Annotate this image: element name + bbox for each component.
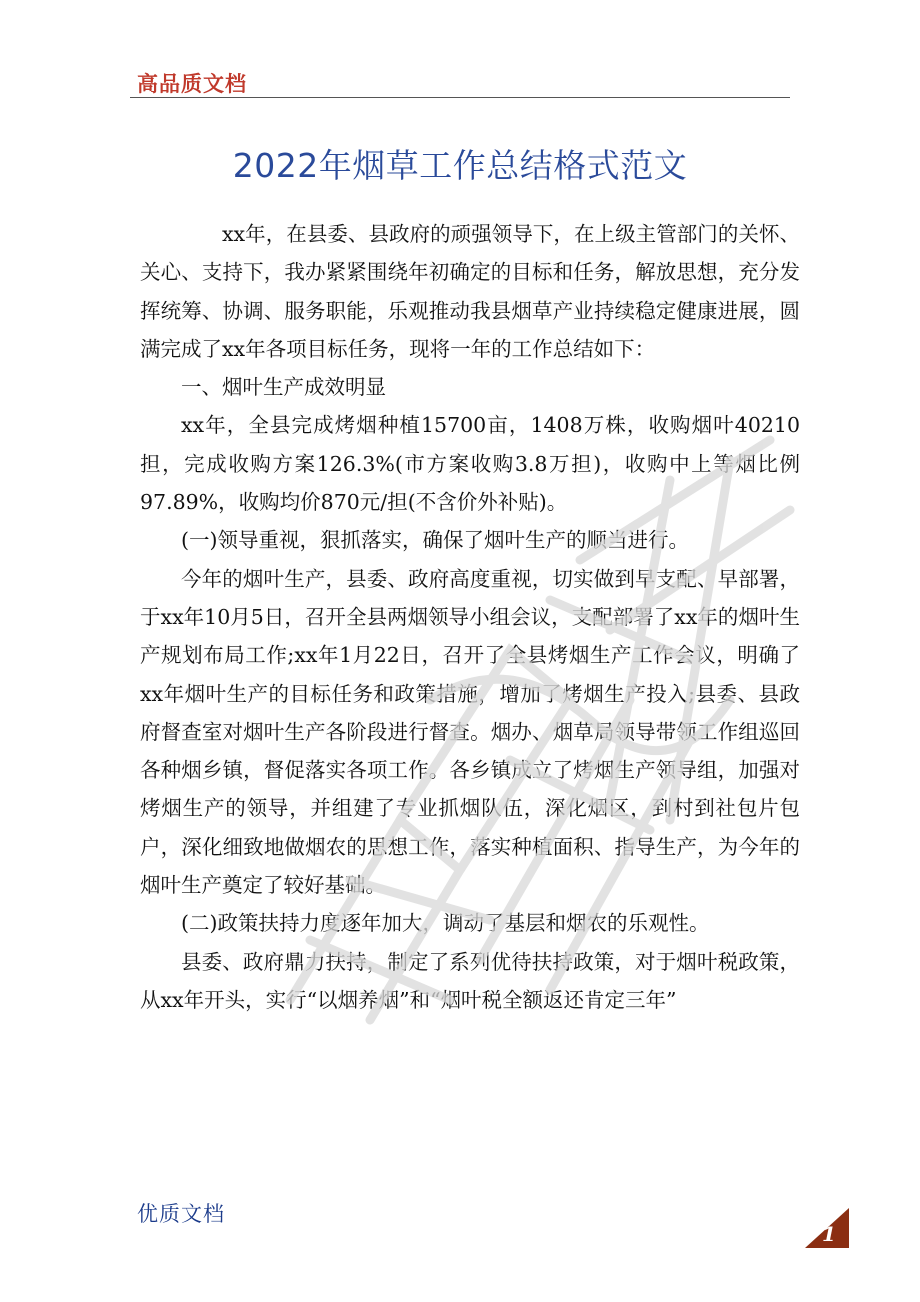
header-divider xyxy=(130,97,790,98)
paragraph-leadership: 今年的烟叶生产，县委、政府高度重视，切实做到早支配、早部署，于xx年10月5日，召开全县两烟领导小组会议，支配部署了xx年的烟叶生产规划布局工作;xx年1月22日，召开了全县烤烟生产工作会议，明确了xx年烟叶生产的目标任务和政策措施，增加了烤烟生产投入;县委、县政府督查室对烟叶生产各阶段进行督查。烟办、烟草局领导带领工作组巡回各种烟乡镇，督促落实各项工作。各乡镇成立了烤烟生产领导组，加强对烤烟生产的领导，并组建了专业抓烟队伍，深化烟区，到村到社包片包户，深化细致地做烟农的思想工作，落实种植面积、指导生产，为今年的烟叶生产奠定了较好基础。 xyxy=(140,566,800,898)
subsection-heading-1: (一)领导重视，狠抓落实，确保了烟叶生产的顺当进行。 xyxy=(181,528,689,553)
page-number: 1 xyxy=(822,1222,836,1246)
footer-label: 优质文档 xyxy=(137,1202,225,1226)
paragraph-stats: xx年，全县完成烤烟种植15700亩，1408万株，收购烟叶40210担，完成收购方案126.3%(市方案收购3.8万担)，收购中上等烟比例97.89%，收购均价870元/担(不含价外补贴)。 xyxy=(140,413,800,515)
document-title: 2022年烟草工作总结格式范文 xyxy=(232,146,688,185)
document-body xyxy=(140,215,800,1019)
subsection-heading-2: (二)政策扶持力度逐年加大，调动了基层和烟农的乐观性。 xyxy=(181,911,710,936)
paragraph-intro: xx年，在县委、县政府的顽强领导下，在上级主管部门的关怀、关心、支持下，我办紧紧围绕年初确定的目标和任务，解放思想，充分发挥统筹、协调、服务职能，乐观推动我县烟草产业持续稳定健康进展，圆满完成了xx年各项目标任务，现将一年的工作总结如下： xyxy=(140,222,800,361)
header-label: 高品质文档 xyxy=(137,72,247,96)
section-heading-1: 一、烟叶生产成效明显 xyxy=(181,375,386,400)
paragraph-policy: 县委、政府鼎力扶持，制定了系列优待扶持政策，对于烟叶税政策，从xx年开头，实行“以烟养烟”和“烟叶税全额返还肯定三年” xyxy=(140,949,800,1012)
